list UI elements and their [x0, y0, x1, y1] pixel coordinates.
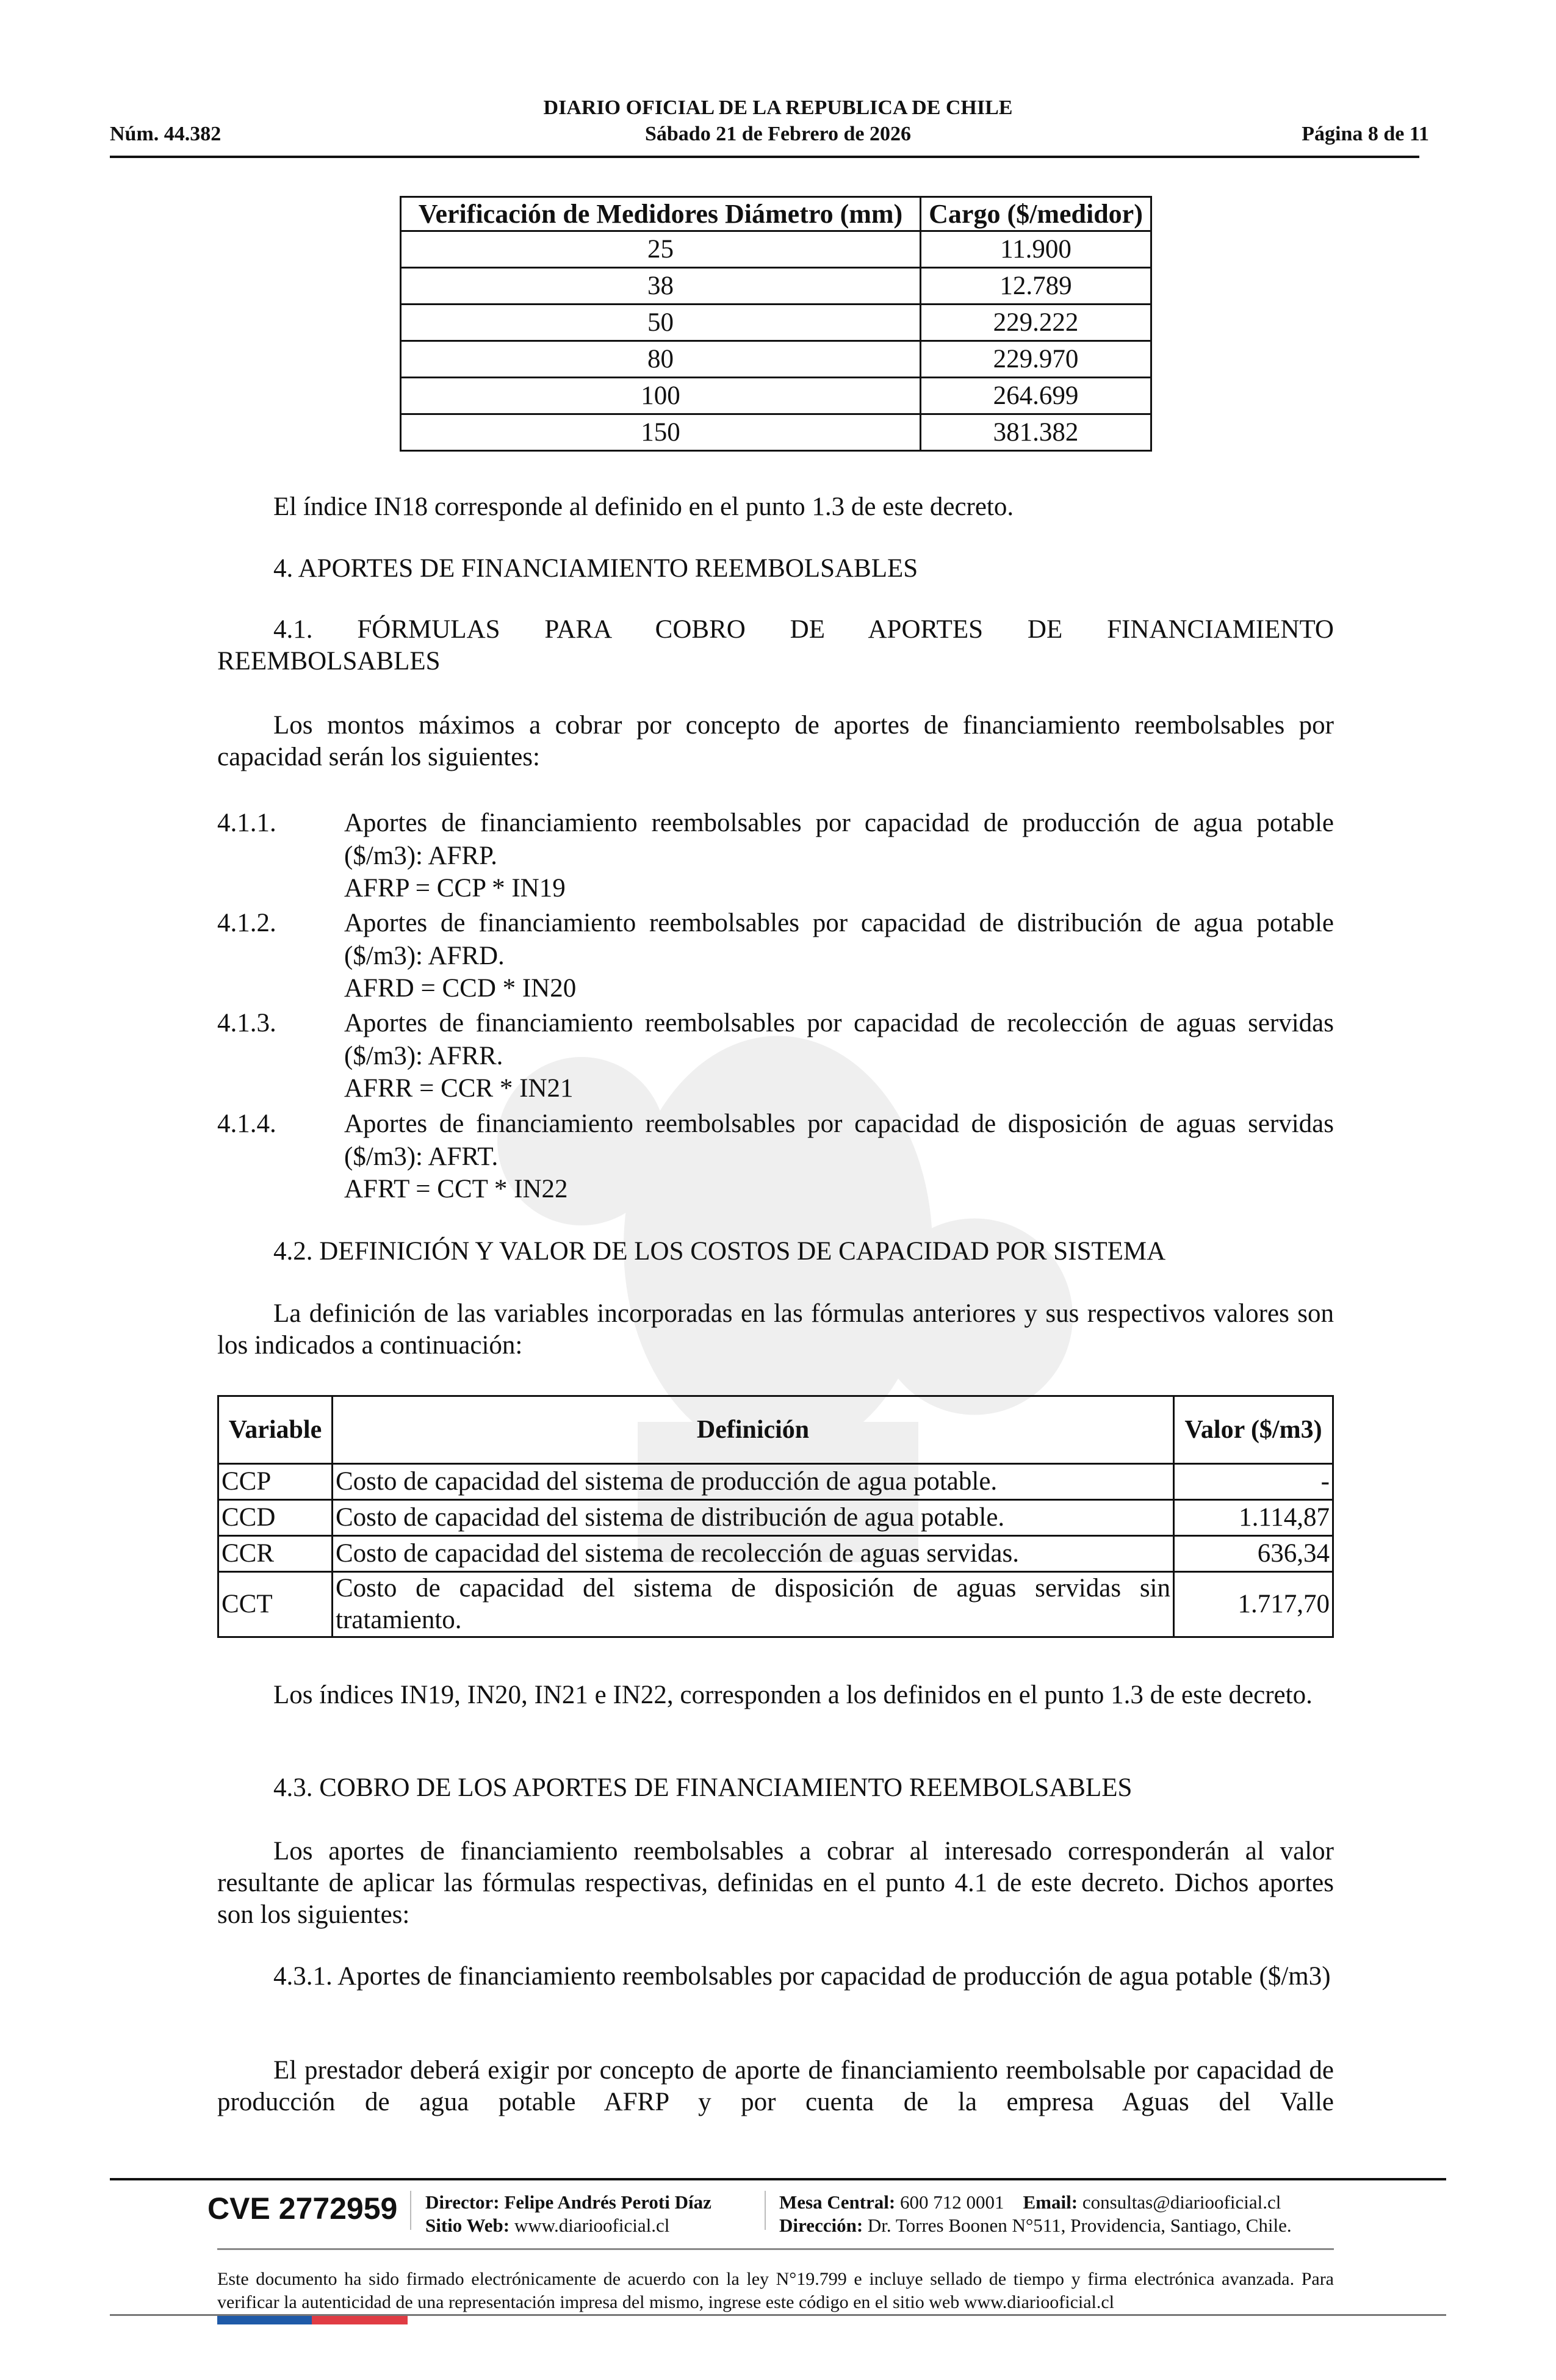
definition-cell: Costo de capacidad del sistema de recolección de aguas servidas. — [333, 1536, 1174, 1572]
list-item — [217, 1108, 1334, 1206]
web-label: Sitio Web: — [425, 2215, 510, 2236]
table-row — [401, 268, 1151, 305]
column-header: Definición — [333, 1396, 1174, 1464]
item-number: 4.1.2. — [217, 909, 276, 937]
address: Dr. Torres Boonen N°511, Providencia, Santiago, Chile. — [867, 2215, 1292, 2236]
definition-cell: Costo de capacidad del sistema de distribución de agua potable. — [333, 1500, 1174, 1536]
footer-rule — [110, 2178, 1446, 2180]
footer-gray-rule — [217, 2248, 1334, 2250]
section-heading-4: 4. APORTES DE FINANCIAMIENTO REEMBOLSABLES — [273, 554, 918, 583]
column-header: Valor ($/m3) — [1174, 1396, 1333, 1464]
issue-date: Sábado 21 de Febrero de 2026 — [644, 123, 912, 145]
paragraph-4-3-1: 4.3.1. Aportes de financiamiento reembolsables por capacidad de producción de agua potable ($/m3) — [273, 1962, 1331, 1991]
charge-cell: 11.900 — [921, 231, 1151, 268]
charge-cell: 229.222 — [921, 305, 1151, 341]
item-formula: AFRR = CCR * IN21 — [344, 1074, 574, 1103]
email-link[interactable]: consultas@diariooficial.cl — [1082, 2191, 1281, 2213]
table-header-row — [218, 1396, 1333, 1464]
column-header: Variable — [218, 1396, 333, 1464]
table-row — [401, 341, 1151, 378]
table-row — [401, 231, 1151, 268]
issue-number: Núm. 44.382 — [110, 123, 222, 145]
value-cell: 1.717,70 — [1174, 1572, 1333, 1637]
table-row — [218, 1536, 1333, 1572]
charge-cell: 229.970 — [921, 341, 1151, 378]
list-item — [217, 907, 1334, 1005]
item-formula: AFRT = CCT * IN22 — [344, 1175, 568, 1203]
section-heading-4-3: 4.3. COBRO DE LOS APORTES DE FINANCIAMIENTO REEMBOLSABLES — [273, 1773, 1133, 1802]
newspaper-title: DIARIO OFICIAL DE LA REPUBLICA DE CHILE — [543, 96, 1013, 119]
table-row — [218, 1572, 1333, 1637]
flag-stripe-blue — [217, 2316, 312, 2324]
diameter-cell: 80 — [401, 341, 921, 378]
mesa-phone: 600 712 0001 — [900, 2191, 1004, 2213]
web-link[interactable]: www.diariooficial.cl — [514, 2215, 670, 2236]
section-heading-4-1-cont: REEMBOLSABLES — [217, 647, 441, 676]
mesa-label: Mesa Central: — [779, 2191, 896, 2213]
value-cell: - — [1174, 1464, 1333, 1500]
table-header-row — [401, 197, 1151, 231]
item-text: Aportes de financiamiento reembolsables por capacidad de producción de agua potable ($/m3): AFRP. — [344, 809, 1334, 870]
table-row — [218, 1464, 1333, 1500]
footer-divider — [410, 2191, 411, 2230]
section-heading-4-1: 4.1. FÓRMULAS PARA COBRO DE APORTES DE FINANCIAMIENTO — [273, 615, 1334, 644]
signature-disclaimer: Este documento ha sido firmado electrónicamente de acuerdo con la ley N°19.799 e incluye sellado de tiempo y firma electrónica avanzada. Para verificar la autenticidad de una representación impresa del mismo, ingrese este código en el sitio web www.diariooficial.cl — [217, 2269, 1334, 2312]
table-row — [401, 414, 1151, 451]
charge-cell: 12.789 — [921, 268, 1151, 305]
item-text: Aportes de financiamiento reembolsables por capacidad de disposición de aguas servidas ($/m3): AFRT. — [344, 1109, 1334, 1171]
diameter-cell: 38 — [401, 268, 921, 305]
column-header: Verificación de Medidores Diámetro (mm) — [401, 197, 921, 231]
item-text: Aportes de financiamiento reembolsables por capacidad de recolección de aguas servidas ($/m3): AFRR. — [344, 1009, 1334, 1070]
definition-cell: Costo de capacidad del sistema de disposición de aguas servidas sin tratamiento. — [333, 1572, 1174, 1637]
header-rule — [110, 156, 1419, 158]
paragraph-indices: Los índices IN19, IN20, IN21 e IN22, corresponden a los definidos en el punto 1.3 de este decreto. — [273, 1681, 1313, 1709]
item-number: 4.1.1. — [217, 809, 276, 837]
item-formula: AFRP = CCP * IN19 — [344, 874, 566, 903]
page-number: Página 8 de 11 — [1302, 123, 1429, 145]
capacity-cost-table — [217, 1395, 1334, 1638]
footer-contact-block — [779, 2191, 1292, 2237]
variable-cell: CCT — [218, 1572, 333, 1637]
diameter-cell: 100 — [401, 378, 921, 414]
paragraph-in18: El índice IN18 corresponde al definido en el punto 1.3 de este decreto. — [273, 492, 1014, 521]
definition-cell: Costo de capacidad del sistema de producción de agua potable. — [333, 1464, 1174, 1500]
section-heading-4-2: 4.2. DEFINICIÓN Y VALOR DE LOS COSTOS DE CAPACIDAD POR SISTEMA — [273, 1237, 1166, 1266]
list-item — [217, 1007, 1334, 1105]
variable-cell: CCP — [218, 1464, 333, 1500]
paragraph-aportes: Los aportes de financiamiento reembolsables a cobrar al interesado corresponderán al valor resultante de aplicar las fórmulas respectivas, definidas en el punto 4.1 de este decreto. Dichos aportes son los siguientes: — [217, 1837, 1334, 1929]
list-item — [217, 807, 1334, 905]
diameter-cell: 50 — [401, 305, 921, 341]
table-row — [401, 378, 1151, 414]
item-formula: AFRD = CCD * IN20 — [344, 974, 577, 1003]
diameter-cell: 150 — [401, 414, 921, 451]
paragraph-prestador: El prestador deberá exigir por concepto de aporte de financiamiento reembolsable por capacidad de producción de agua potable AFRP y por cuenta de la empresa Aguas del Valle — [217, 2056, 1334, 2116]
footer-director-block — [425, 2191, 711, 2237]
paragraph-definicion: La definición de las variables incorporadas en las fórmulas anteriores y sus respectivos valores son los indicados a continuación: — [217, 1299, 1334, 1360]
table-row — [401, 305, 1151, 341]
item-number: 4.1.3. — [217, 1009, 276, 1037]
variable-cell: CCD — [218, 1500, 333, 1536]
charge-cell: 381.382 — [921, 414, 1151, 451]
meter-verification-table — [400, 196, 1152, 452]
email-label: Email: — [1023, 2191, 1078, 2213]
value-cell: 1.114,87 — [1174, 1500, 1333, 1536]
charge-cell: 264.699 — [921, 378, 1151, 414]
cve-code: CVE 2772959 — [207, 2191, 398, 2226]
diameter-cell: 25 — [401, 231, 921, 268]
address-label: Dirección: — [779, 2215, 863, 2236]
flag-stripe-red — [312, 2316, 408, 2324]
paragraph-montos: Los montos máximos a cobrar por concepto de aportes de financiamiento reembolsables por capacidad serán los siguientes: — [217, 711, 1334, 771]
table-row — [218, 1500, 1333, 1536]
variable-cell: CCR — [218, 1536, 333, 1572]
director-label: Director: — [425, 2191, 500, 2213]
item-text: Aportes de financiamiento reembolsables por capacidad de distribución de agua potable ($/m3): AFRD. — [344, 909, 1334, 970]
footer-divider — [765, 2191, 766, 2230]
item-number: 4.1.4. — [217, 1109, 276, 1138]
director-name: Felipe Andrés Peroti Díaz — [504, 2191, 711, 2213]
value-cell: 636,34 — [1174, 1536, 1333, 1572]
column-header: Cargo ($/medidor) — [921, 197, 1151, 231]
